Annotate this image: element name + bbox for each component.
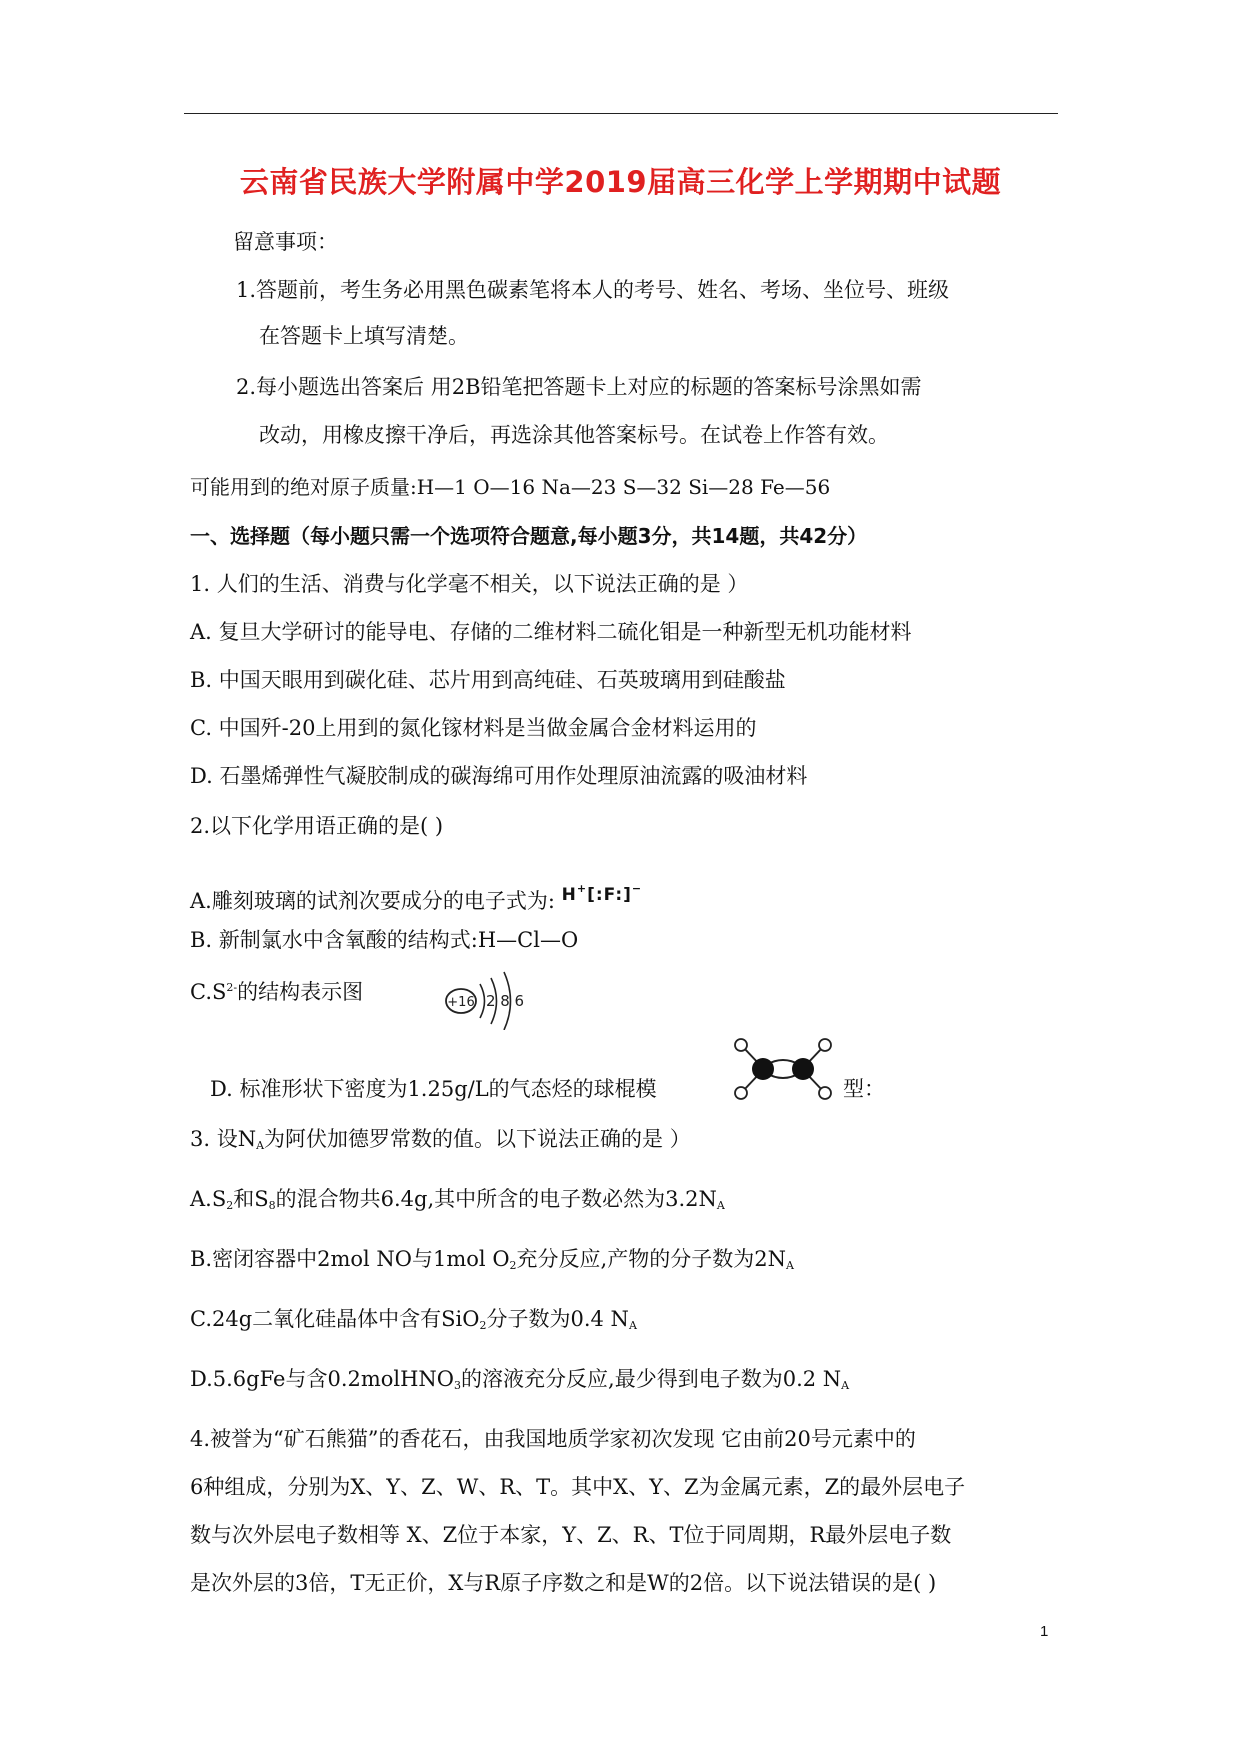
hydrogen-atom-4	[819, 1087, 831, 1099]
notice-item-1: 1.答题前，考生务必用黑色碳素笔将本人的考号、姓名、考场、坐位号、班级	[236, 278, 950, 302]
hydrogen-atom-1	[735, 1039, 747, 1051]
header-rule	[184, 113, 1058, 114]
electron-shell-arc-1	[480, 984, 485, 1018]
atomic-masses: 可能用到的绝对原子质量:H—1 O—16 Na—23 S—32 Si—28 Fe—56	[190, 475, 831, 499]
question-1-option-b: B. 中国天眼用到碳化硅、芯片用到高纯硅、石英玻璃用到硅酸盐	[190, 668, 786, 692]
question-3-option-c: C.24g二氧化硅晶体中含有SiO$_2$分子数为0.4 $N_A$	[190, 1307, 637, 1332]
question-4-line-4: 是次外层的3倍，T无正价，X与R原子序数之和是W的2倍。以下说法错误的是( )	[190, 1571, 937, 1595]
nucleus-charge: +16	[447, 995, 475, 1010]
question-3-option-d: D.5.6gFe与含0.2molHNO$_3$的溶液充分反应,最少得到电子数为0.2 $N_A$	[190, 1367, 850, 1392]
notice-item-1-cont: 在答题卡上填写清楚。	[259, 324, 469, 348]
question-3-option-b: B.密闭容器中2mol NO与1mol $O_2$充分反应,产物的分子数为$2N_A$	[190, 1247, 794, 1272]
question-2-option-a-text: A.雕刻玻璃的试剂次要成分的电子式为:	[190, 889, 555, 913]
notice-heading: 留意事项：	[233, 230, 338, 254]
ethylene-ball-stick-model	[728, 1035, 838, 1103]
question-4-line-2: 6种组成，分别为X、Y、Z、W、R、T。其中X、Y、Z为金属元素，Z的最外层电子	[190, 1475, 966, 1499]
question-1-option-a: A. 复旦大学研讨的能导电、存储的二维材料二硫化钼是一种新型无机功能材料	[190, 620, 912, 644]
hf-electron-formula: H+[:F:]−	[561, 882, 643, 905]
carbon-atom-2	[792, 1058, 814, 1080]
question-4-line-1: 4.被誉为“矿石熊猫”的香花石，由我国地质学家初次发现 它由前20号元素中的	[190, 1427, 916, 1451]
page-number: 1	[1040, 1623, 1049, 1640]
question-4-line-3: 数与次外层电子数相等 X、Z位于本家，Y、Z、R、T位于同周期，R最外层电子数	[190, 1523, 952, 1547]
question-2-option-d: D. 标准形状下密度为1.25g/L的气态烃的球棍模	[210, 1077, 657, 1101]
question-1-option-c: C. 中国歼-20上用到的氮化镓材料是当做金属合金材料运用的	[190, 716, 757, 740]
question-2-stem: 2.以下化学用语正确的是( )	[190, 814, 444, 838]
question-2-option-c: $C.S^{2-}$的结构表示图	[190, 980, 364, 1004]
question-3-option-a: $A.S_2$和$S_8$的混合物共6.4g,其中所含的电子数必然为$3.2N_A$	[190, 1187, 725, 1212]
document-title: 云南省民族大学附属中学2019届高三化学上学期期中试题	[239, 165, 1002, 199]
sulfide-ion-structure-diagram	[435, 960, 535, 1030]
plus-charge: +	[576, 882, 588, 895]
question-2-option-a	[190, 875, 642, 915]
hydrogen-atom-3	[819, 1039, 831, 1051]
section-heading: 一、选择题（每小题只需一个选项符合题意,每小题3分，共14题，共42分）	[190, 524, 868, 548]
question-3-stem: 3. 设$N_A$为阿伏加德罗常数的值。以下说法正确的是 ）	[190, 1127, 691, 1152]
notice-item-2-cont: 改动，用橡皮擦干净后，再选涂其他答案标号。在试卷上作答有效。	[259, 423, 889, 447]
hydrogen-atom-2	[735, 1087, 747, 1099]
electron-shell-counts: 2 8 6	[486, 992, 524, 1010]
question-2-option-b: B. 新制氯水中含氧酸的结构式:H—Cl—O	[190, 928, 579, 952]
question-1-option-d: D. 石墨烯弹性气凝胶制成的碳海绵可用作处理原油流露的吸油材料	[190, 764, 808, 788]
notice-item-2: 2.每小题选出答案后 用2B铅笔把答题卡上对应的标题的答案标号涂黑如需	[236, 375, 922, 399]
minus-charge: −	[631, 882, 643, 895]
question-1-stem: 1. 人们的生活、消费与化学毫不相关，以下说法正确的是 ）	[190, 572, 749, 596]
question-2-option-d-tail: 型：	[843, 1077, 885, 1101]
carbon-atom-1	[752, 1058, 774, 1080]
